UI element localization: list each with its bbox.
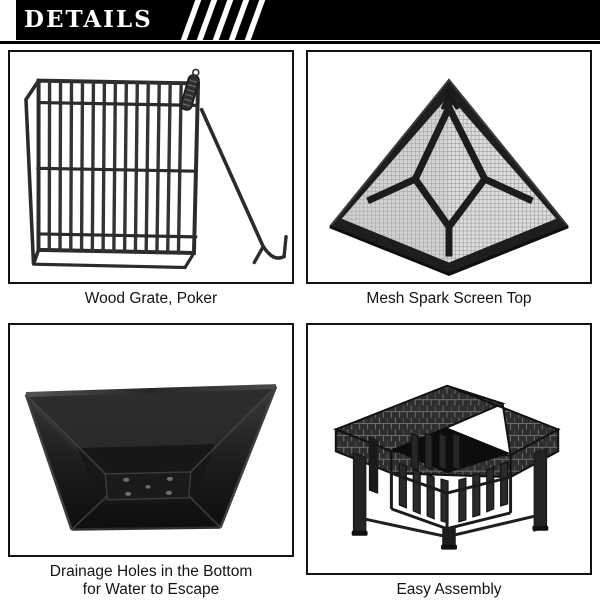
caption-line-1: Drainage Holes in the Bottom: [49, 563, 253, 580]
caption-wood-grate-poker: [81, 284, 221, 312]
caption-line-2: for Water to Escape: [82, 581, 220, 599]
fire-pit-table-illustration: [308, 325, 590, 574]
figure-wood-grate-poker: [8, 50, 294, 284]
figure-drainage-holes: [8, 323, 294, 557]
panel-easy-assembly: [300, 317, 600, 608]
panel-drainage-holes: [0, 317, 300, 608]
caption-drainage-holes: [46, 557, 256, 604]
header-stripes: [188, 0, 298, 40]
mesh-spark-screen-illustration: [308, 52, 590, 282]
wood-grate-poker-illustration: [10, 52, 292, 282]
details-grid: [0, 44, 600, 600]
caption-easy-assembly: [392, 575, 505, 603]
caption-mesh-spark-screen-top: [362, 284, 535, 312]
fire-bowl-illustration: [10, 325, 292, 555]
caption-line-1: Mesh Spark Screen Top: [366, 290, 532, 308]
panel-mesh-spark-screen-top: [300, 44, 600, 317]
page-header: [0, 0, 600, 44]
page-title: DETAILS: [24, 6, 153, 33]
figure-easy-assembly: [306, 323, 592, 576]
figure-mesh-spark-screen-top: [306, 50, 592, 284]
caption-line-1: Wood Grate, Poker: [84, 290, 218, 308]
caption-line-1: Easy Assembly: [396, 581, 502, 599]
header-left-notch: [0, 0, 16, 40]
panel-wood-grate-poker: [0, 44, 300, 317]
